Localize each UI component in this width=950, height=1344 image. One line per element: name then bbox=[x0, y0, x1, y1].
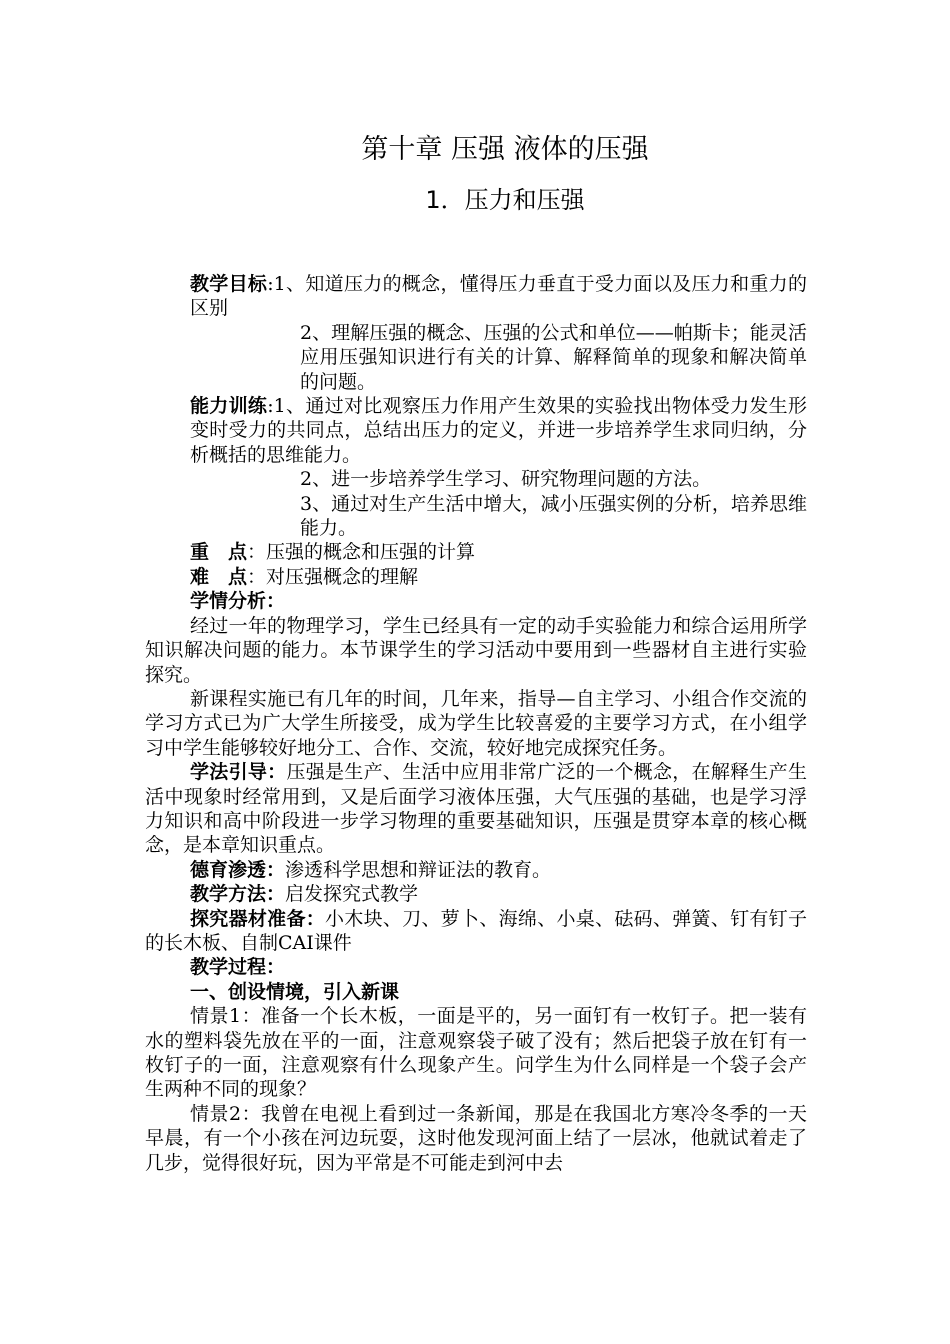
document-body bbox=[145, 272, 807, 1175]
chapter-title: 第十章 压强 液体的压强 bbox=[361, 134, 649, 165]
ability-label: 能力训练 bbox=[190, 395, 268, 418]
process-heading bbox=[145, 955, 807, 979]
section-title: 1．压力和压强 bbox=[425, 186, 585, 214]
guide-text: 压强是生产、生活中应用非常广泛的一个概念，在解释生产生活中现象时经常用到，又是后面学习液体压强，大气压强的基础，也是学习浮力知识和高中阶段进一步学习物理的重要基础知识，压强是贯穿本章的核心概念，是本章知识重点。 bbox=[145, 761, 807, 857]
teaching-goals: 教学目标:1、知道压力的概念，懂得压力垂直于受力面以及压力和重力的区别 bbox=[190, 273, 807, 320]
analysis-paragraph-1: 经过一年的物理学习，学生已经具有一定的动手实验能力和综合运用所学知识解决问题的能力。本节课学生的学习活动中要用到一些器材自主进行实验探究。 bbox=[145, 614, 807, 686]
study-guide bbox=[145, 760, 807, 858]
difficult-text: 对压强概念的理解 bbox=[266, 565, 419, 588]
key-label: 重 点 bbox=[190, 541, 248, 564]
moral-label: 德育渗透： bbox=[190, 858, 286, 881]
difficult-label: 难 点 bbox=[190, 565, 248, 588]
method-label: 教学方法： bbox=[190, 883, 286, 906]
goals-label: 教学目标 bbox=[190, 273, 268, 295]
scene-2: 情景2：我曾在电视上看到过一条新闻，那是在我国北方寒冷冬季的一天早晨，有一个小孩在河边玩耍，这时他发现河面上结了一层冰，他就试着走了几步，觉得很好玩，因为平常是不可能走到河中去 bbox=[145, 1102, 807, 1174]
difficult-point: 难 点：对压强概念的理解 bbox=[190, 565, 419, 588]
ability-training: 能力训练:1、通过对比观察压力作用产生效果的实验找出物体受力发生形变时受力的共同点，总结出压力的定义，并进一步培养学生求同归纳，分析概括的思维能力。 bbox=[190, 395, 807, 466]
equipment-text: 小木块、刀、萝卜、海绵、小桌、砝码、弹簧、钉有钉子的长木板、自制CAI课件 bbox=[145, 907, 807, 954]
process-label: 教学过程： bbox=[190, 956, 286, 979]
equipment bbox=[145, 907, 807, 956]
ability-3: 3、通过对生产生活中增大，减小压强实例的分析，培养思维能力。 bbox=[300, 492, 807, 540]
method-text: 启发探究式教学 bbox=[285, 883, 419, 906]
step-1-heading bbox=[145, 980, 807, 1004]
step-1-label: 一、创设情境，引入新课 bbox=[190, 980, 400, 1003]
analysis-label: 学情分析： bbox=[190, 590, 286, 613]
analysis-paragraph-2: 新课程实施已有几年的时间，几年来，指导—自主学习、小组合作交流的学习方式已为广大学生所接受，成为学生比较喜爱的主要学习方式，在小组学习中学生能够较好地分工、合作、交流，较好地完成探究任务。 bbox=[145, 687, 807, 759]
analysis-heading bbox=[145, 589, 807, 613]
guide-label: 学法引导： bbox=[190, 761, 287, 784]
ability-2: 2、进一步培养学生学习、研究物理问题的方法。 bbox=[300, 468, 712, 491]
teaching-method bbox=[145, 882, 807, 906]
equipment-label: 探究器材准备： bbox=[190, 907, 326, 930]
moral-text: 渗透科学思想和辩证法的教育。 bbox=[285, 858, 552, 881]
moral-education bbox=[145, 858, 807, 882]
scene-1: 情景1：准备一个长木板，一面是平的，另一面钉有一枚钉子。把一装有水的塑料袋先放在平的一面，注意观察袋子破了没有；然后把袋子放在钉有一枚钉子的一面，注意观察有什么现象产生。问学生为什么同样是一个袋子会产生两种不同的现象？ bbox=[145, 1005, 807, 1101]
key-point: 重 点：压强的概念和压强的计算 bbox=[190, 541, 476, 564]
key-text: 压强的概念和压强的计算 bbox=[266, 541, 476, 564]
goal-2: 2、理解压强的概念、压强的公式和单位——帕斯卡；能灵活应用压强知识进行有关的计算、解释简单的现象和解决简单的问题。 bbox=[300, 321, 807, 393]
ability-1: 1、通过对比观察压力作用产生效果的实验找出物体受力发生形变时受力的共同点，总结出压力的定义，并进一步培养学生求同归纳，分析概括的思维能力。 bbox=[190, 395, 807, 466]
goal-1: 1、知道压力的概念，懂得压力垂直于受力面以及压力和重力的区别 bbox=[190, 273, 807, 320]
